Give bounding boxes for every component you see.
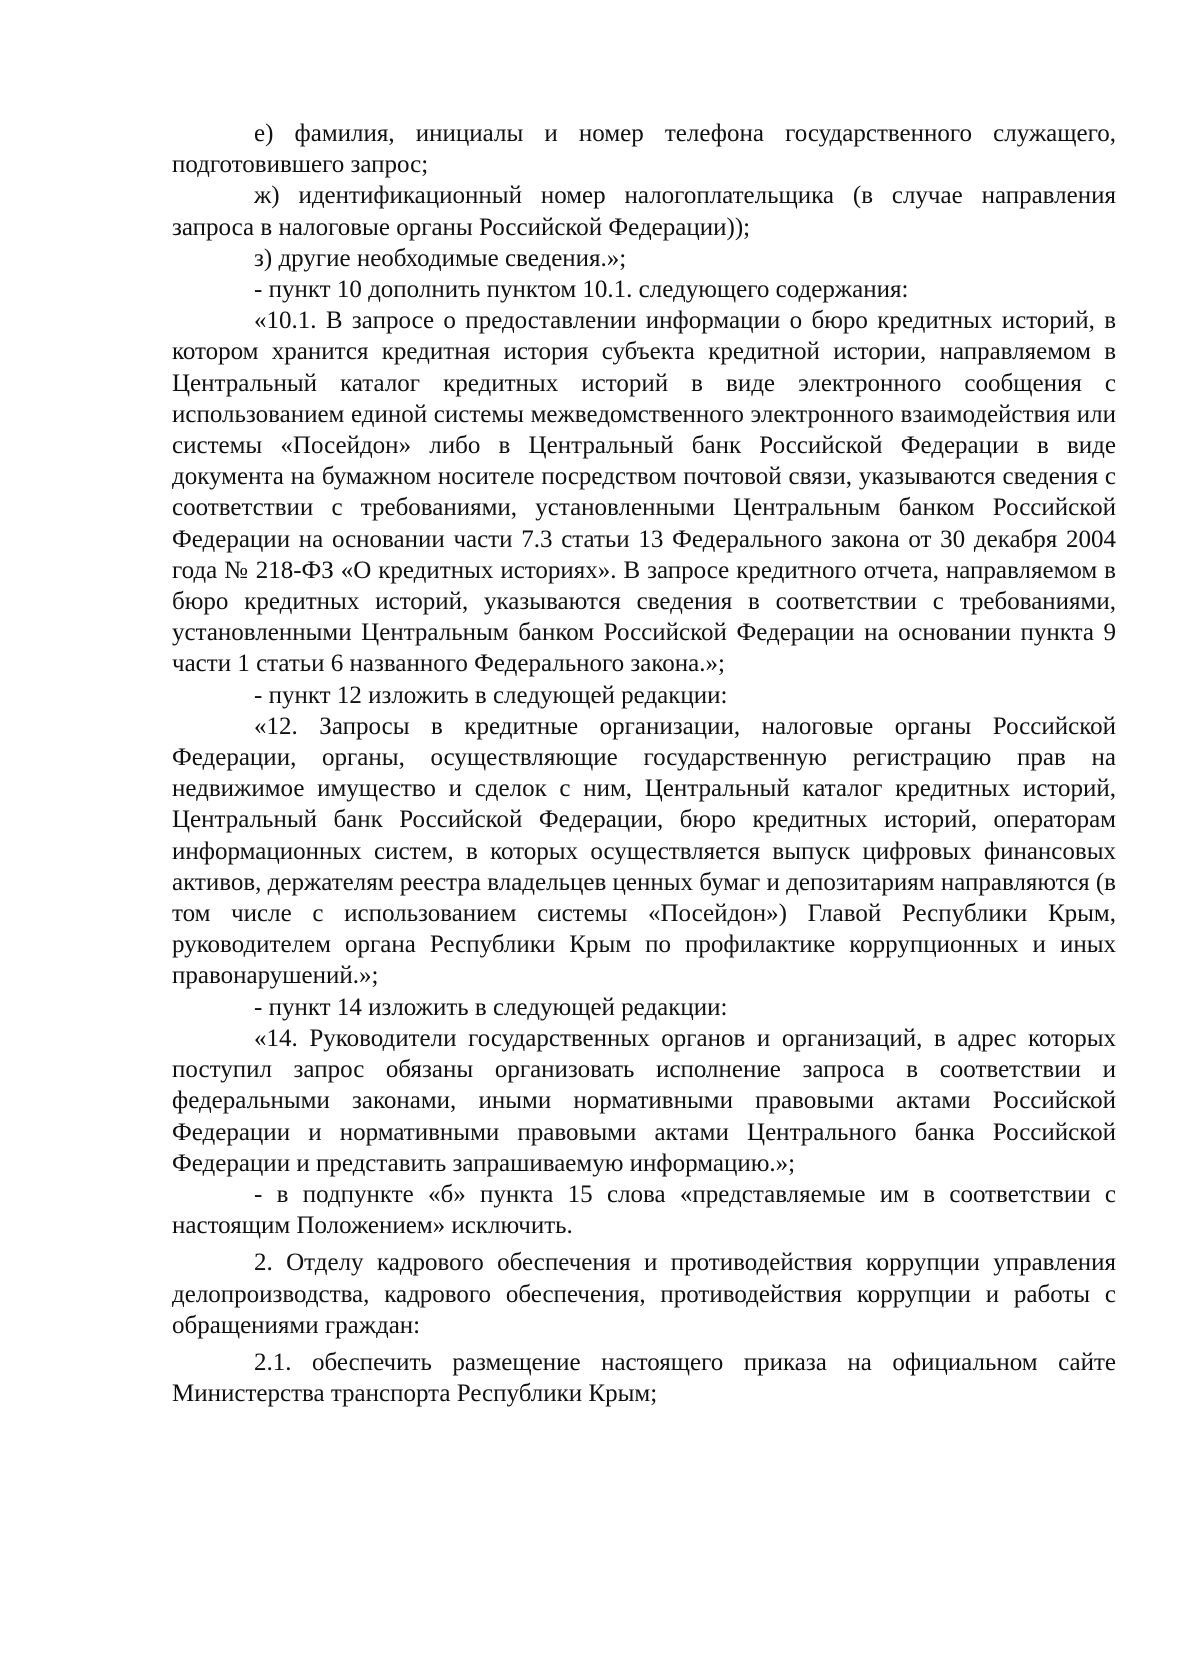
paragraph-point-14: «14. Руководители государственных органов и организаций, в адрес которых поступил запрос обязаны организовать исполнение запроса в соответствии и федеральными законами, иными нормативными правовыми актами Российской Федерации и нормативными правовыми актами Центрального банка Российской Федерации и представить запрашиваемую информацию.»; — [172, 1024, 1116, 1177]
paragraph-amend-point-12: - пункт 12 изложить в следующей редакции: — [254, 681, 728, 709]
paragraph-section-2: 2. Отделу кадрового обеспечения и противодействия коррупции управления делопроизводства, кадрового обеспечения, противодействия коррупции и работы с обращениями граждан: — [172, 1249, 1116, 1339]
paragraph-item-e: е) фамилия, инициалы и номер телефона государственного служащего, подготовившего запрос; — [172, 120, 1116, 179]
paragraph-point-12: «12. Запросы в кредитные организации, налоговые органы Российской Федерации, органы, осуществляющие государственную регистрацию прав на недвижимое имущество и сделок с ним, Центральный каталог кредитных историй, Центральный банк Российской Федерации, бюро кредитных историй, операторам информационных систем, в которых осуществляется выпуск цифровых финансовых активов, держателям реестра владельцев ценных бумаг и депозитариям направляются (в том числе с использованием системы «Посейдон») Главой Республики Крым, руководителем органа Республики Крым по профилактике коррупционных и иных правонарушений.»; — [172, 712, 1116, 990]
paragraph-amend-point-10: - пункт 10 дополнить пунктом 10.1. следующего содержания: — [254, 276, 909, 304]
document-page — [172, 118, 1116, 1409]
paragraph-amend-point-14: - пункт 14 изложить в следующей редакции: — [254, 993, 728, 1021]
paragraph-amend-point-15: - в подпункте «б» пункта 15 слова «представляемые им в соответствии с настоящим Положением» исключить. — [172, 1180, 1116, 1240]
paragraph-item-zh: ж) идентификационный номер налогоплательщика (в случае направления запроса в налоговые органы Российской Федерации)); — [172, 182, 1116, 241]
paragraph-point-10-1: «10.1. В запросе о предоставлении информации о бюро кредитных историй, в котором хранится кредитная история субъекта кредитной истории, направляемом в Центральный каталог кредитных историй в виде электронного сообщения с использованием единой системы межведомственного электронного взаимодействия или системы «Посейдон» либо в Центральный банк Российской Федерации в виде документа на бумажном носителе посредством почтовой связи, указываются сведения с соответствии с требованиями, установленными Центральным банком Российской Федерации на основании части 7.3 статьи 13 Федерального закона от 30 декабря 2004 года № 218-ФЗ «О кредитных историях». В запросе кредитного отчета, направляемом в бюро кредитных историй, указываются сведения в соответствии с требованиями, установленными Центральным банком Российской Федерации на основании пункта 9 части 1 статьи 6 названного Федерального закона.»; — [172, 307, 1116, 678]
paragraph-section-2-1: 2.1. обеспечить размещение настоящего приказа на официальном сайте Министерства транспорта Республики Крым; — [172, 1348, 1116, 1408]
paragraph-item-z: з) другие необходимые сведения.»; — [254, 244, 627, 272]
